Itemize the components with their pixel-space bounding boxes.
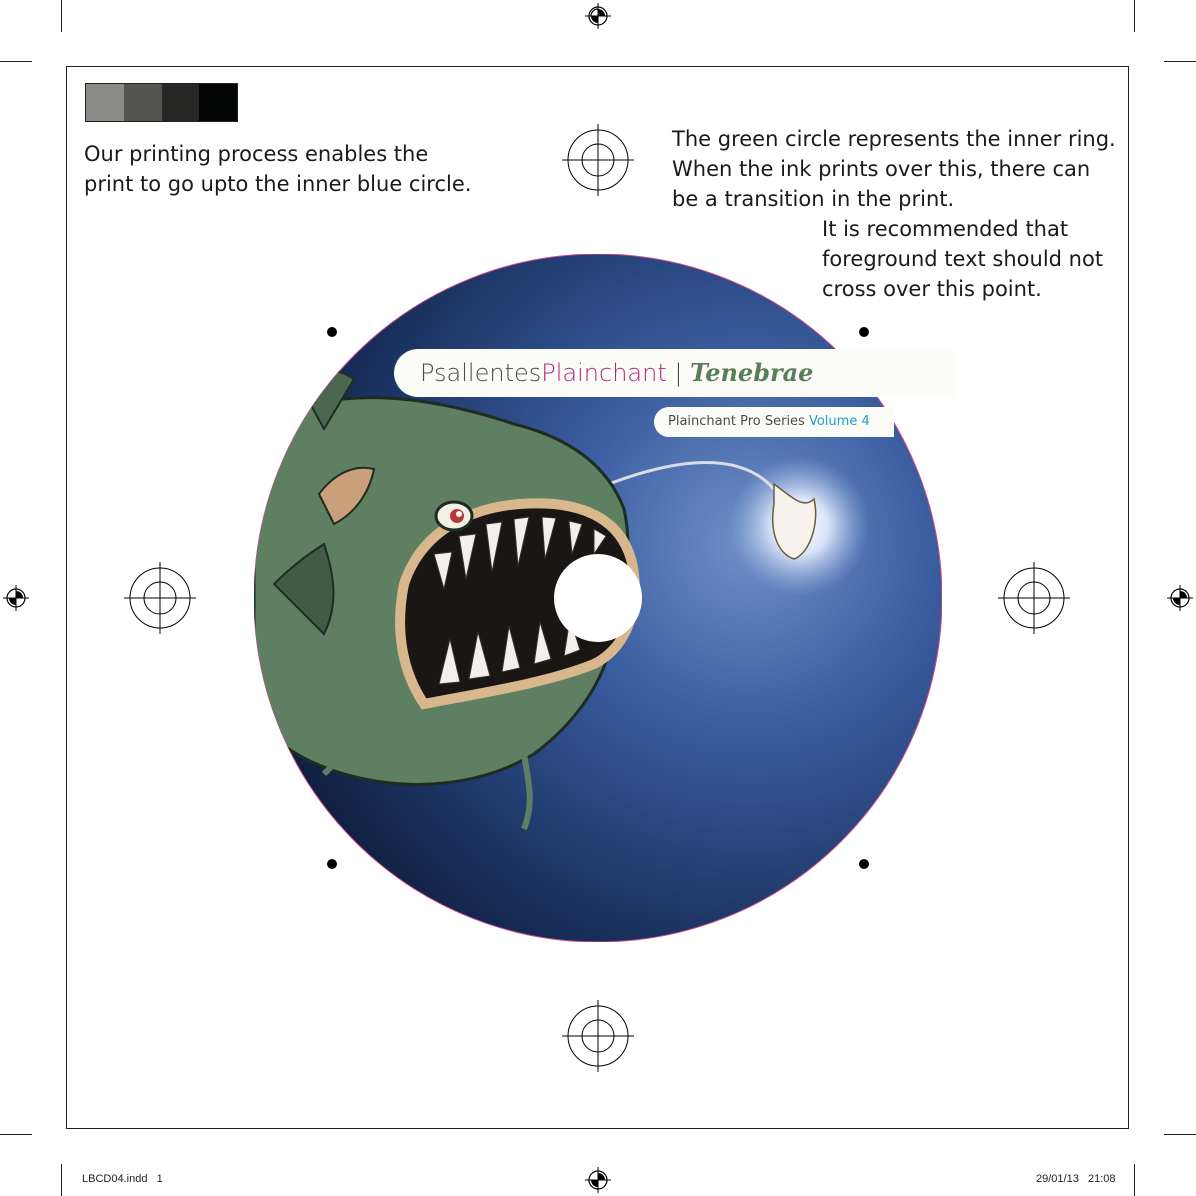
crop-mark-right-bottom — [1164, 1134, 1196, 1135]
left-note-line1: Our printing process enables the — [84, 142, 429, 166]
left-note-line2: print to go upto the inner blue circle. — [84, 172, 472, 196]
crop-mark-bottom-left — [61, 1164, 62, 1196]
crop-mark-top-left — [61, 0, 62, 32]
crop-mark-left-bottom — [0, 1134, 32, 1135]
corner-dot-br — [859, 859, 869, 869]
right-note-line2: When the ink prints over this, there can — [672, 157, 1091, 181]
corner-dot-tl — [327, 327, 337, 337]
registration-mark-icon — [1167, 585, 1193, 611]
registration-mark-icon — [3, 585, 29, 611]
right-note-line1: The green circle represents the inner ring. — [672, 127, 1116, 151]
swatch-2 — [124, 84, 162, 121]
swatch-4 — [199, 84, 237, 121]
crop-mark-top-right — [1134, 0, 1135, 32]
title-separator: | — [674, 359, 683, 387]
right-note-line4: It is recommended that — [822, 217, 1069, 241]
footer-filename: LBCD04.indd 1 — [82, 1173, 163, 1185]
volume-label: Volume 4 — [808, 414, 870, 429]
registration-mark-icon — [585, 3, 611, 29]
album-title: Tenebrae — [690, 358, 814, 387]
swatch-1 — [86, 84, 124, 121]
corner-dot-bl — [327, 859, 337, 869]
swatch-3 — [162, 84, 200, 121]
crosshair-target-icon — [562, 124, 634, 196]
series-label: Plainchant Pro Series — [668, 414, 805, 429]
crop-mark-bottom-right — [1134, 1164, 1135, 1196]
brand-first: Psallentes — [420, 359, 542, 387]
right-note-line6: cross over this point. — [822, 277, 1042, 301]
right-note-line5: foreground text should not — [822, 247, 1104, 271]
crop-mark-left-top — [0, 61, 32, 62]
series-line — [668, 413, 870, 431]
right-note-line3: be a transition in the print. — [672, 187, 955, 211]
album-title-line — [420, 356, 813, 390]
crop-mark-right-top — [1164, 61, 1196, 62]
grey-swatch-strip — [85, 83, 238, 122]
brand-second: Plainchant — [541, 359, 667, 387]
disc-center-hole — [554, 554, 642, 642]
crosshair-target-icon — [998, 562, 1070, 634]
crosshair-target-icon — [124, 562, 196, 634]
footer-timestamp: 29/01/13 21:08 — [1036, 1173, 1116, 1185]
crosshair-target-icon — [562, 1000, 634, 1072]
registration-mark-icon — [585, 1167, 611, 1193]
corner-dot-tr — [859, 327, 869, 337]
